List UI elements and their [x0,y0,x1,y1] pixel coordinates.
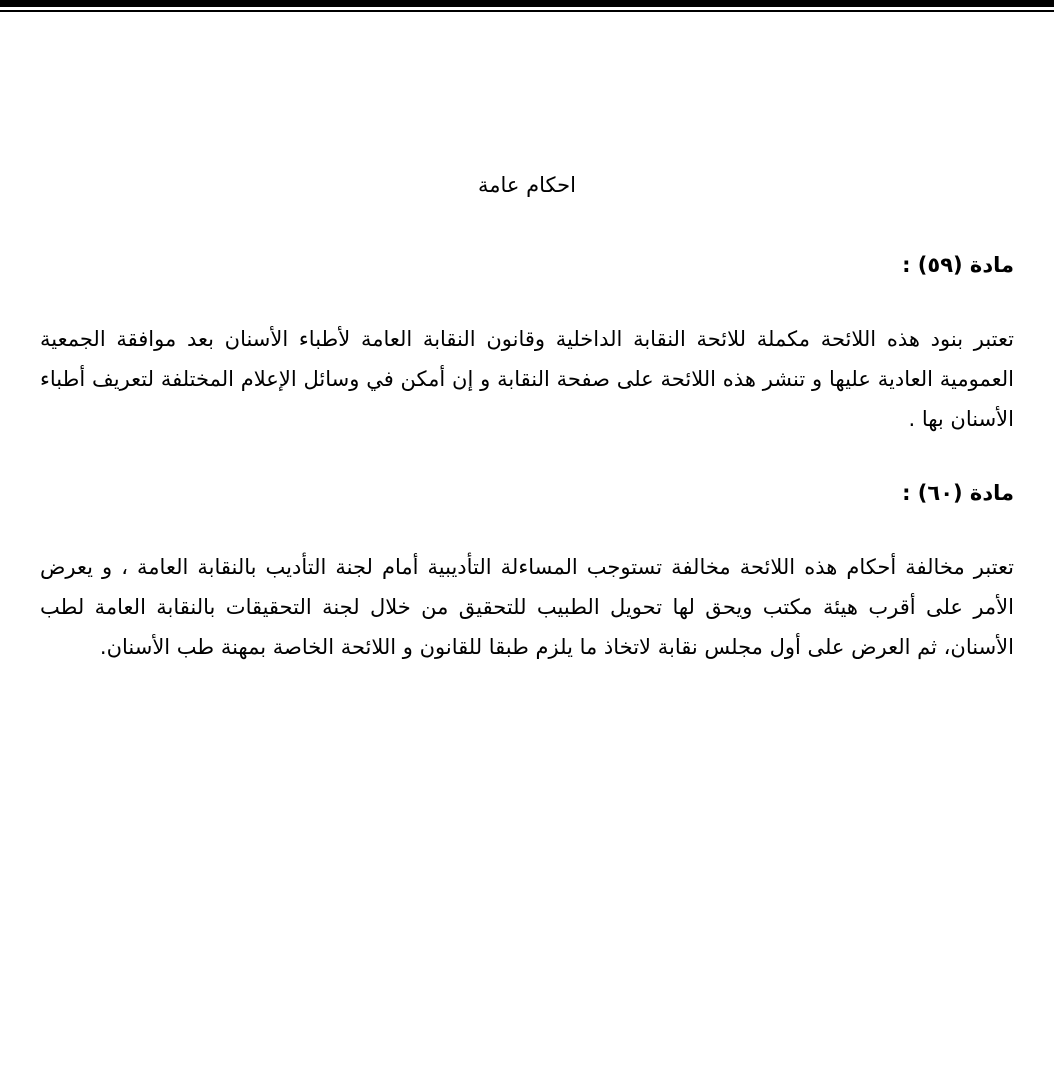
top-double-rule [0,0,1054,14]
article-59-body: تعتبر بنود هذه اللائحة مكملة للائحة النقابة الداخلية وقانون النقابة العامة لأطباء الأسنان بعد موافقة الجمعية العمومية العادية عليها و تنشر هذه اللائحة على صفحة النقابة و إن أمكن في وسائل الإعلام المختلفة لتعريف أطباء الأسنان بها . [40,327,1014,431]
article-59-heading: مادة (٥٩) : [902,253,1014,277]
top-rule-thick-line [0,0,1054,7]
top-rule-thin-line [0,10,1054,12]
article-60-heading: مادة (٦٠) : [902,481,1014,505]
section-title: احكام عامة [478,173,576,197]
article-60-body: تعتبر مخالفة أحكام هذه اللائحة مخالفة تستوجب المساءلة التأديبية أمام لجنة التأديب بالنقابة العامة ، و يعرض الأمر على أقرب هيئة مكتب ويحق لها تحويل الطبيب للتحقيق من خلال لجنة التحقيقات بالنقابة العامة لطب الأسنان، ثم العرض على أول مجلس نقابة لاتخاذ ما يلزم طبقا للقانون و اللائحة الخاصة بمهنة طب الأسنان. [40,555,1014,659]
document-page [40,165,1014,701]
